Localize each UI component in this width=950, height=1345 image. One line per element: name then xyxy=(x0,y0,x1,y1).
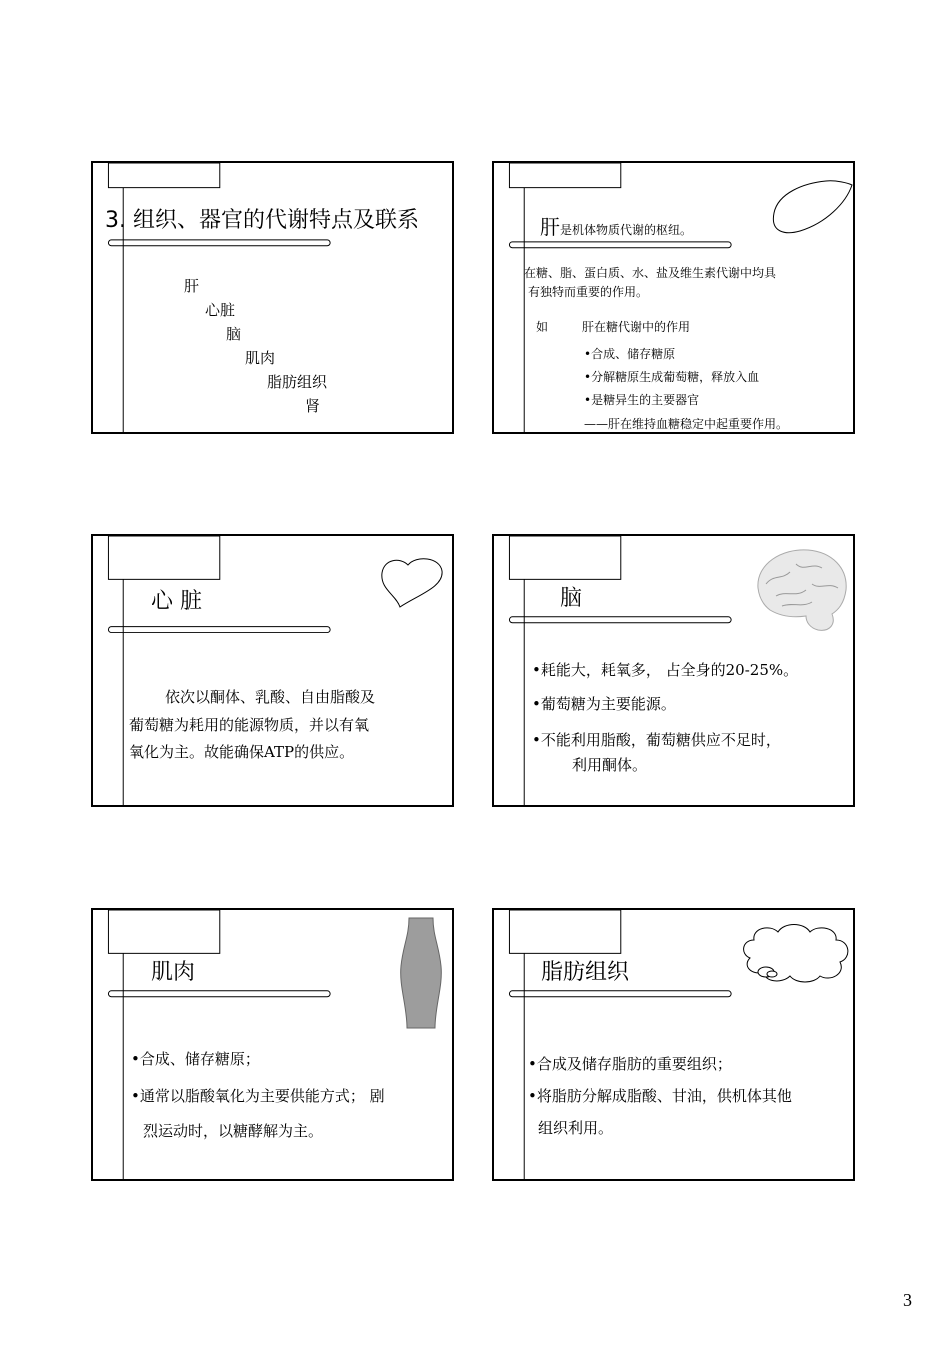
slide-title: 脑 xyxy=(560,586,583,611)
bullet: •合成、储存糖原； xyxy=(131,1050,260,1068)
paragraph-line: 依次以酮体、乳酸、自由脂酸及 xyxy=(165,688,376,706)
bullet: •耗能大，耗氧多， 占全身的20-25%。 xyxy=(532,661,799,679)
slide-title: 肌肉 xyxy=(151,960,196,985)
slide-title xyxy=(540,211,692,240)
paragraph-line: 有独特而重要的作用。 xyxy=(528,285,649,299)
paragraph-line: 葡萄糖为耗用的能源物质，并以有氧 xyxy=(129,716,370,734)
heart-icon xyxy=(378,551,448,611)
example-label: 如 xyxy=(536,320,549,334)
liver-icon xyxy=(764,173,855,235)
slide-title: 3. 组织、器官的代谢特点及联系 xyxy=(105,208,419,233)
slide-title: 脂肪组织 xyxy=(541,960,630,985)
muscle-icon xyxy=(399,916,443,1030)
slide-heart xyxy=(91,534,454,807)
title-rest: 是机体物质代谢的枢纽。 xyxy=(560,223,693,237)
list-item: 肝 xyxy=(184,277,200,295)
slide-liver xyxy=(492,161,855,434)
list-item: 脑 xyxy=(226,325,242,343)
bullet: •葡萄糖为主要能源。 xyxy=(532,695,676,713)
fat-cloud-icon xyxy=(738,918,853,986)
bullet: •不能利用脂酸，葡萄糖供应不足时， xyxy=(532,731,781,749)
slide-title: 心 脏 xyxy=(151,589,202,614)
subheading: 肝在糖代谢中的作用 xyxy=(582,320,691,334)
slide-overview xyxy=(91,161,454,434)
page-number: 3 xyxy=(903,1290,912,1310)
slide-brain xyxy=(492,534,855,807)
bullet: •合成、储存糖原 xyxy=(584,347,676,361)
bullet: •将脂肪分解成脂酸、甘油，供机体其他 xyxy=(528,1087,792,1105)
bullet: •分解糖原生成葡萄糖，释放入血 xyxy=(584,370,760,384)
slide-adipose xyxy=(492,908,855,1181)
bullet-continuation: 利用酮体。 xyxy=(572,756,648,774)
list-item: 肌肉 xyxy=(245,349,276,367)
title-big: 肝 xyxy=(540,215,560,239)
bullet: •通常以脂酸氧化为主要供能方式； 剧 xyxy=(131,1087,385,1105)
brain-icon xyxy=(752,544,852,634)
list-item: 脂肪组织 xyxy=(267,373,328,391)
bullet-continuation: 烈运动时，以糖酵解为主。 xyxy=(143,1122,324,1140)
slide-muscle xyxy=(91,908,454,1181)
bullet-continuation: 组织利用。 xyxy=(538,1119,614,1137)
bullet: •是糖异生的主要器官 xyxy=(584,393,700,407)
conclusion: ——肝在维持血糖稳定中起重要作用。 xyxy=(584,417,789,431)
paragraph-line: 在糖、脂、蛋白质、水、盐及维生素代谢中均具 xyxy=(524,266,777,280)
bullet: •合成及储存脂肪的重要组织； xyxy=(528,1055,732,1073)
list-item: 心脏 xyxy=(205,301,236,319)
list-item: 肾 xyxy=(305,397,321,415)
paragraph-line: 氧化为主。故能确保ATP的供应。 xyxy=(129,743,355,761)
